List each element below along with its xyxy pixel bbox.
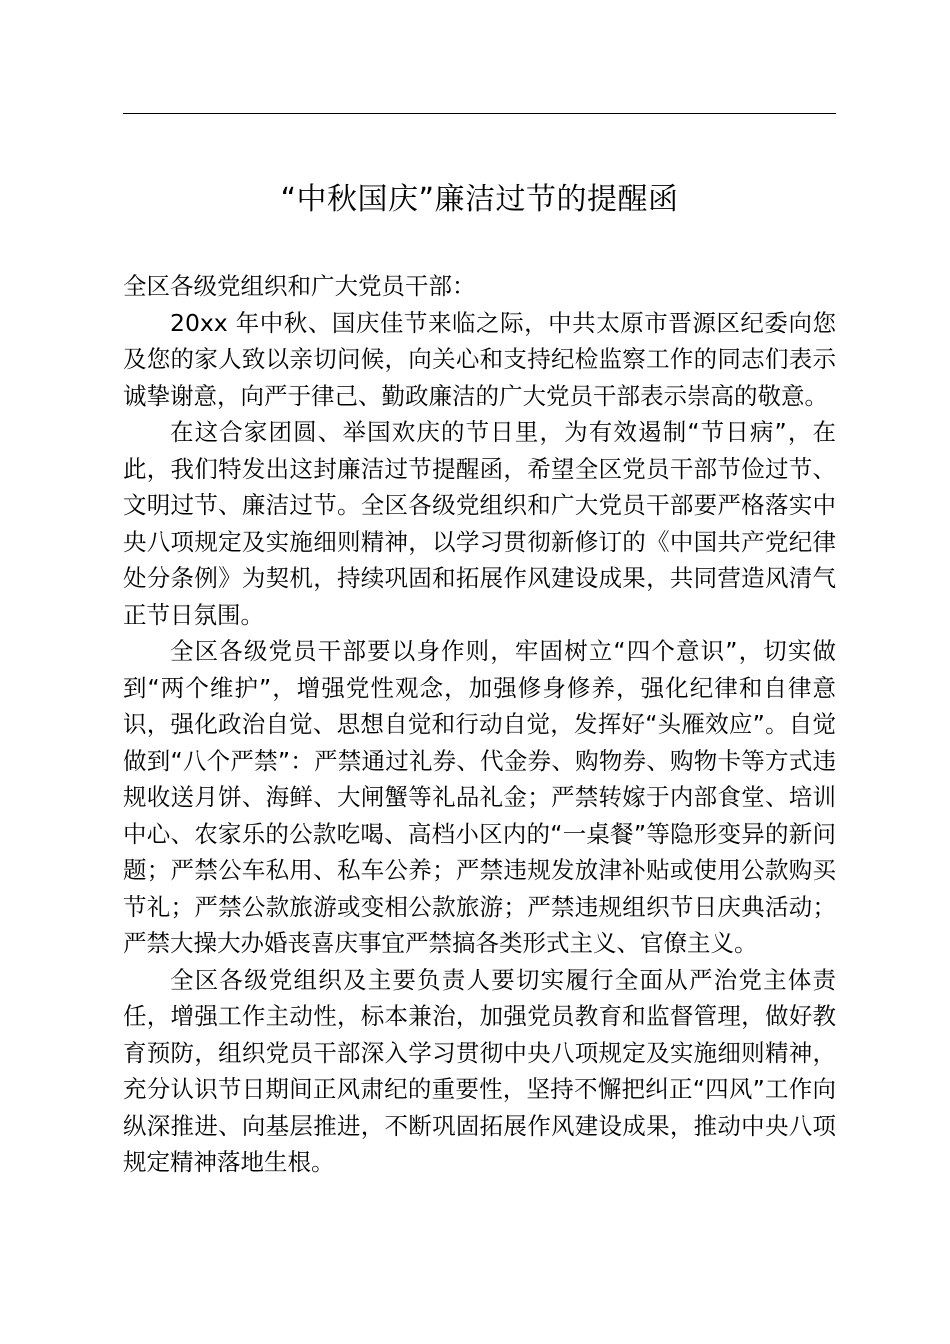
paragraph-4: 全区各级党组织及主要负责人要切实履行全面从严治党主体责任，增强工作主动性，标本兼治，加强党员教育和监督管理，做好教育预防，组织党员干部深入学习贯彻中央八项规定及实施细则精神，充分认识节日期间正风肃纪的重要性，坚持不懈把纠正“四风”工作向纵深推进、向基层推进，不断巩固拓展作风建设成果，推动中央八项规定精神落地生根。 bbox=[123, 965, 836, 1176]
salutation: 全区各级党组织和广大党员干部： bbox=[123, 272, 476, 300]
paragraph-2: 在这合家团圆、举国欢庆的节日里，为有效遏制“节日病”，在此，我们特发出这封廉洁过节提醒函，希望全区党员干部节俭过节、文明过节、廉洁过节。全区各级党组织和广大党员干部要严格落实中央八项规定及实施细则精神，以学习贯彻新修订的《中国共产党纪律处分条例》为契机，持续巩固和拓展作风建设成果，共同营造风清气正节日氛围。 bbox=[123, 418, 836, 629]
paragraph-1: 20xx 年中秋、国庆佳节来临之际，中共太原市晋源区纪委向您及您的家人致以亲切问候，向关心和支持纪检监察工作的同志们表示诚挚谢意，向严于律己、勤政廉洁的广大党员干部表示崇高的敬意。 bbox=[123, 308, 836, 410]
paragraph-3: 全区各级党员干部要以身作则，牢固树立“四个意识”，切实做到“两个维护”，增强党性观念，加强修身修养，强化纪律和自律意识，强化政治自觉、思想自觉和行动自觉，发挥好“头雁效应”。自觉做到“八个严禁”：严禁通过礼券、代金券、购物券、购物卡等方式违规收送月饼、海鲜、大闸蟹等礼品礼金；严禁转嫁于内部食堂、培训中心、农家乐的公款吃喝、高档小区内的“一桌餐”等隐形变异的新问题；严禁公车私用、私车公养；严禁违规发放津补贴或使用公款购买节礼；严禁公款旅游或变相公款旅游；严禁违规组织节日庆典活动；严禁大操大办婚丧喜庆事宜严禁搞各类形式主义、官僚主义。 bbox=[123, 637, 836, 957]
header-rule bbox=[123, 113, 836, 114]
document-body bbox=[123, 268, 836, 1181]
document-title: “中秋国庆”廉洁过节的提醒函 bbox=[280, 182, 679, 217]
